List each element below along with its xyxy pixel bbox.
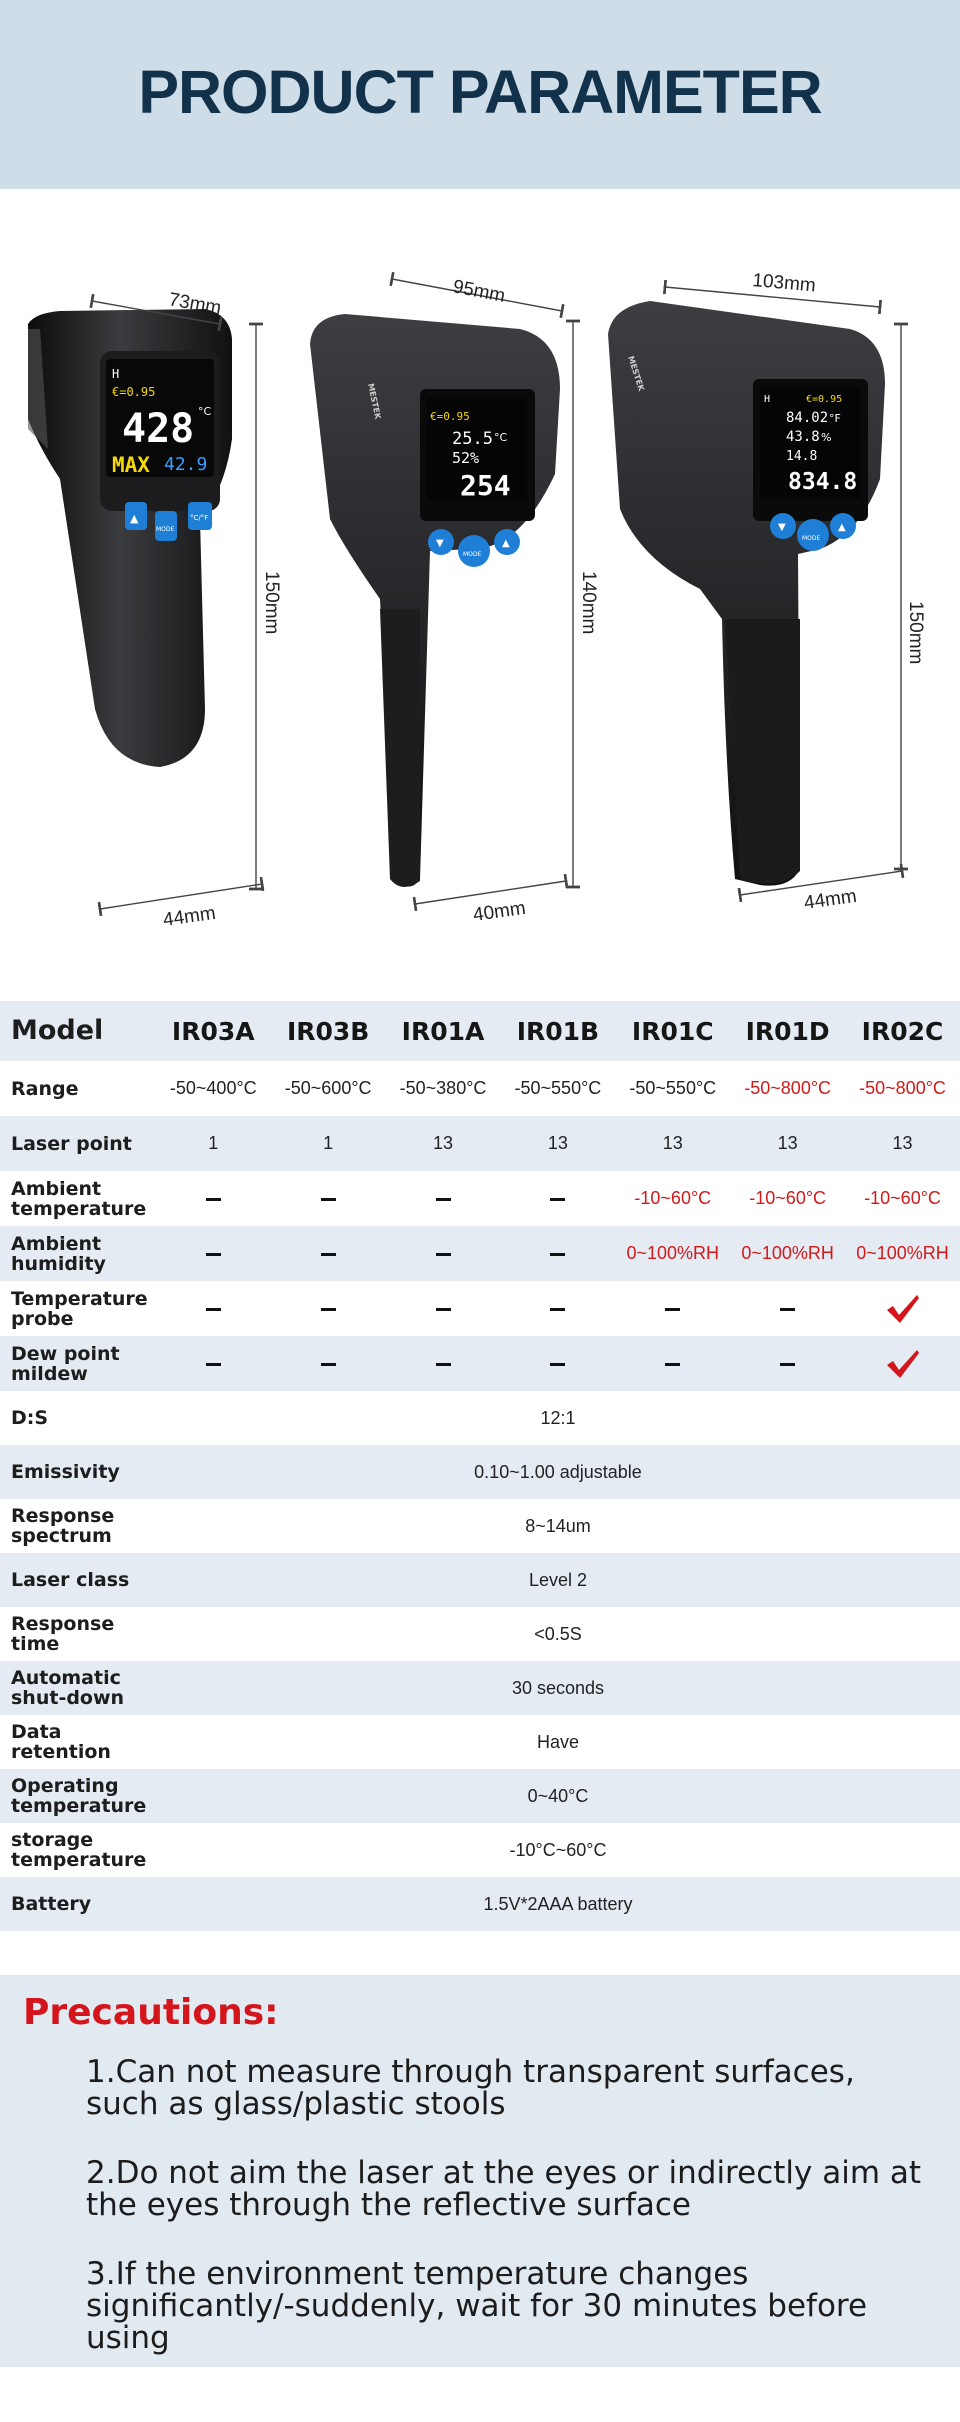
- not-available-dash: [500, 1353, 615, 1374]
- dash-icon: [550, 1308, 565, 1311]
- middle-width-label: 95mm: [451, 276, 507, 307]
- middle-screen-emissivity: €=0.95: [430, 410, 470, 423]
- precautions-panel: [0, 1975, 960, 2367]
- spec-cell: -10~60°C: [634, 1188, 712, 1208]
- header-banner: [0, 0, 960, 189]
- middle-screen-temp: 25.5: [452, 429, 493, 449]
- spec-cell: -50~380°C: [399, 1078, 487, 1098]
- feature-checkmark: [845, 1293, 960, 1325]
- precaution-item: 2.Do not aim the laser at the eyes or indirectly aim at the eyes through the reflective surface: [86, 2155, 922, 2223]
- spec-header-row: [0, 1001, 960, 1061]
- right-button-down-glyph: ▼: [778, 522, 786, 533]
- right-screen-humidity-unit: %: [821, 431, 832, 444]
- spec-common-value: -10°C~60°C: [509, 1839, 607, 1860]
- spec-row-label: Operating temperature: [11, 1775, 147, 1817]
- model-ir03a: IR03A: [171, 1016, 255, 1046]
- left-button-unit-glyph: °C/°F: [190, 514, 209, 522]
- dash-icon: [550, 1198, 565, 1201]
- middle-button-down-glyph: ▼: [436, 538, 444, 549]
- spec-common-row: [0, 1769, 960, 1823]
- middle-base-label: 40mm: [471, 897, 527, 926]
- not-available-dash: [500, 1188, 615, 1209]
- page-title: PRODUCT PARAMETER: [138, 58, 822, 126]
- not-available-dash: [271, 1298, 386, 1319]
- right-screen-main: 834.8: [788, 469, 858, 495]
- spec-common-row: [0, 1391, 960, 1445]
- dash-icon: [780, 1308, 795, 1311]
- spec-row-label: Response spectrum: [11, 1505, 115, 1547]
- spec-cell: -50~550°C: [629, 1078, 717, 1098]
- not-available-dash: [156, 1188, 271, 1209]
- not-available-dash: [156, 1243, 271, 1264]
- spec-row-label: Laser point: [11, 1132, 132, 1155]
- right-width-label: 103mm: [751, 270, 817, 297]
- not-available-dash: [730, 1353, 845, 1374]
- precautions-title: Precautions:: [23, 1992, 279, 2033]
- spec-common-row: [0, 1877, 960, 1931]
- spec-cell: 0~100%RH: [626, 1243, 720, 1263]
- spec-common-value: 30 seconds: [511, 1677, 605, 1698]
- middle-button-up-glyph: ▲: [502, 538, 510, 549]
- left-height-label: 150mm: [261, 571, 282, 635]
- right-screen-temp-unit: °F: [829, 412, 841, 425]
- spec-cell: -10~60°C: [749, 1188, 827, 1208]
- spec-row-label: Response time: [11, 1613, 115, 1655]
- spec-row: [0, 1171, 960, 1226]
- spec-row-label: Automatic shut-down: [11, 1667, 125, 1709]
- left-screen-emissivity: €=0.95: [112, 385, 156, 399]
- spec-common-row: [0, 1715, 960, 1769]
- spec-row-label: D:S: [11, 1407, 49, 1429]
- spec-common-row: [0, 1661, 960, 1715]
- model-ir02c: IR02C: [861, 1016, 944, 1046]
- left-screen-h: H: [112, 367, 120, 381]
- middle-screen-humidity: 52%: [452, 449, 480, 467]
- left-width-label: 73mm: [167, 289, 223, 320]
- model-column-header: Model: [11, 1015, 104, 1046]
- spec-cell: 13: [433, 1133, 454, 1153]
- dash-icon: [321, 1308, 336, 1311]
- spec-row-label: Ambient temperature: [11, 1177, 147, 1220]
- dash-icon: [780, 1363, 795, 1366]
- product-illustration: [0, 189, 960, 1010]
- spec-common-value: 1.5V*2AAA battery: [483, 1893, 633, 1914]
- spec-common-row: [0, 1823, 960, 1877]
- spec-cell: 13: [777, 1133, 798, 1153]
- dash-icon: [436, 1363, 451, 1366]
- spec-row-label: Ambient humidity: [11, 1232, 106, 1275]
- not-available-dash: [500, 1243, 615, 1264]
- spec-cell: -50~550°C: [514, 1078, 602, 1098]
- model-ir01a: IR01A: [401, 1016, 485, 1046]
- spec-cell: 1: [208, 1133, 219, 1153]
- spec-row-label: storage temperature: [11, 1829, 147, 1871]
- device-middle: [310, 279, 573, 904]
- not-available-dash: [271, 1243, 386, 1264]
- spec-row-label: Data retention: [11, 1721, 111, 1763]
- checkmark-icon: [885, 1293, 921, 1325]
- middle-screen-main: 254: [460, 469, 511, 502]
- not-available-dash: [156, 1353, 271, 1374]
- dash-icon: [206, 1308, 221, 1311]
- dash-icon: [206, 1363, 221, 1366]
- spec-common-value: 8~14um: [525, 1515, 591, 1536]
- not-available-dash: [386, 1298, 501, 1319]
- right-button-up-glyph: ▲: [838, 522, 846, 533]
- spec-cell: -10~60°C: [864, 1188, 941, 1208]
- spec-common-row: [0, 1553, 960, 1607]
- spec-row-label: Range: [11, 1077, 79, 1100]
- dash-icon: [206, 1253, 221, 1256]
- spec-common-value: Level 2: [528, 1569, 588, 1590]
- left-screen-max-value: 42.9: [164, 454, 208, 475]
- spec-row: [0, 1336, 960, 1391]
- dash-icon: [321, 1198, 336, 1201]
- left-base-label: 44mm: [161, 902, 217, 931]
- dash-icon: [550, 1253, 565, 1256]
- spec-cell: 0~100%RH: [741, 1243, 834, 1263]
- spec-table: [0, 1001, 960, 1931]
- dash-icon: [436, 1198, 451, 1201]
- dash-icon: [206, 1198, 221, 1201]
- right-screen-emissivity: €=0.95: [806, 394, 843, 405]
- left-button-up-glyph: ▲: [130, 512, 139, 525]
- spec-cell: 13: [662, 1133, 683, 1153]
- not-available-dash: [500, 1298, 615, 1319]
- spec-common-row: [0, 1607, 960, 1661]
- middle-button-mode-glyph: MODE: [463, 551, 482, 558]
- spec-common-row: [0, 1445, 960, 1499]
- feature-checkmark: [845, 1348, 960, 1380]
- precaution-item: 1.Can not measure through transparent surfaces, such as glass/plastic stools: [86, 2054, 855, 2122]
- not-available-dash: [615, 1353, 730, 1374]
- spec-row: [0, 1281, 960, 1336]
- left-button-mode-glyph: MODE: [156, 526, 175, 533]
- left-screen-main: 428: [122, 406, 195, 452]
- right-screen-humidity: 43.8: [786, 429, 820, 445]
- dash-icon: [550, 1363, 565, 1366]
- model-ir01b: IR01B: [516, 1016, 600, 1046]
- right-screen-temp: 84.02: [786, 410, 829, 426]
- dash-icon: [665, 1363, 680, 1366]
- spec-cell: 0~100%RH: [856, 1243, 949, 1263]
- spec-cell: -50~800°C: [744, 1078, 832, 1098]
- right-base-label: 44mm: [802, 885, 858, 914]
- not-available-dash: [730, 1298, 845, 1319]
- spec-row-label: Temperature probe: [11, 1287, 148, 1330]
- checkmark-icon: [885, 1348, 921, 1380]
- dash-icon: [665, 1308, 680, 1311]
- middle-brand: MESTEK: [366, 382, 383, 420]
- model-ir01d: IR01D: [745, 1016, 830, 1046]
- spec-row-label: Laser class: [11, 1569, 130, 1591]
- spec-row: [0, 1061, 960, 1116]
- not-available-dash: [386, 1243, 501, 1264]
- left-screen-unit: °C: [198, 405, 212, 418]
- dash-icon: [436, 1308, 451, 1311]
- spec-row-label: Emissivity: [11, 1461, 120, 1483]
- spec-common-row: [0, 1499, 960, 1553]
- spec-common-value: 12:1: [540, 1407, 576, 1428]
- right-height-label: 150mm: [905, 601, 926, 665]
- spec-common-value: <0.5S: [534, 1623, 582, 1644]
- spec-cell: -50~400°C: [169, 1078, 257, 1098]
- spec-cell: -50~800°C: [859, 1078, 946, 1098]
- right-screen-h: H: [764, 394, 771, 405]
- dash-icon: [436, 1253, 451, 1256]
- spec-common-value: Have: [536, 1731, 580, 1752]
- spec-cell: 13: [892, 1133, 913, 1153]
- common-rows: [0, 1391, 960, 1931]
- spec-cell: 13: [547, 1133, 568, 1153]
- right-screen-dew: 14.8: [786, 449, 818, 464]
- precaution-item: 3.If the environment temperature changes significantly/-suddenly, wait for 30 minutes before using: [86, 2256, 868, 2356]
- not-available-dash: [386, 1188, 501, 1209]
- left-screen-max-label: MAX: [112, 453, 150, 477]
- device-right: [608, 287, 902, 895]
- spec-common-value: 0~40°C: [527, 1785, 589, 1806]
- right-brand: MESTEK: [626, 354, 646, 393]
- model-ir03b: IR03B: [286, 1016, 370, 1046]
- not-available-dash: [271, 1188, 386, 1209]
- not-available-dash: [386, 1353, 501, 1374]
- middle-height-label: 140mm: [578, 571, 599, 635]
- thermometer-drawings: [0, 189, 960, 1010]
- spec-cell: -50~600°C: [284, 1078, 372, 1098]
- model-rows: [0, 1061, 960, 1391]
- right-button-mode-glyph: MODE: [802, 535, 821, 542]
- dash-icon: [321, 1363, 336, 1366]
- dash-icon: [321, 1253, 336, 1256]
- spec-cell: 1: [323, 1133, 334, 1153]
- not-available-dash: [156, 1298, 271, 1319]
- middle-screen-unit: °C: [494, 431, 508, 444]
- not-available-dash: [615, 1298, 730, 1319]
- model-ir01c: IR01C: [631, 1016, 714, 1046]
- spec-row-label: Battery: [11, 1893, 92, 1915]
- spec-row: [0, 1116, 960, 1171]
- spec-row-label: Dew point mildew: [11, 1342, 120, 1385]
- spec-common-value: 0.10~1.00 adjustable: [474, 1461, 642, 1482]
- spec-row: [0, 1226, 960, 1281]
- not-available-dash: [271, 1353, 386, 1374]
